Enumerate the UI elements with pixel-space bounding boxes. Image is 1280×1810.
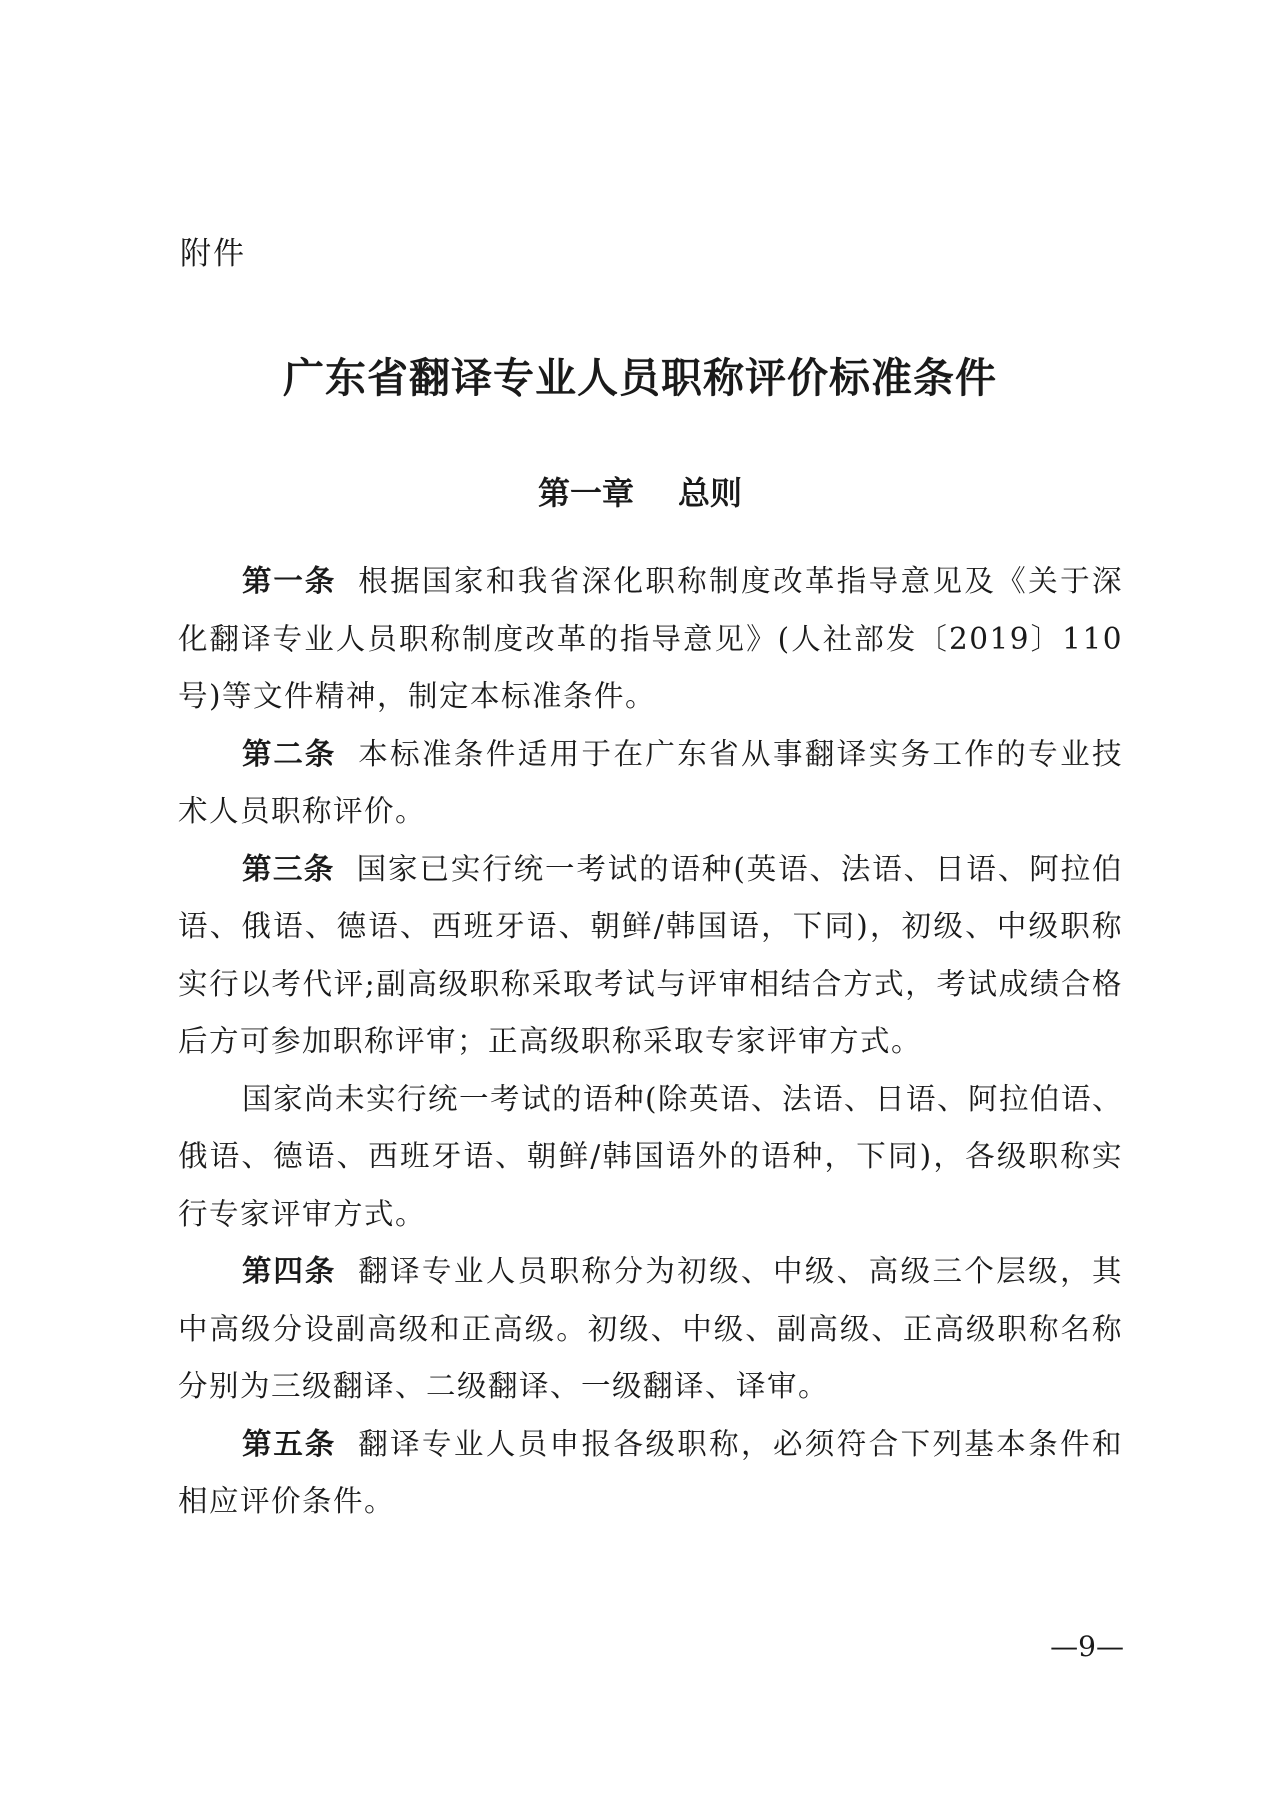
- article-paragraph: [178, 841, 1123, 1071]
- article-label: 第三条: [242, 851, 335, 886]
- article-text: 国家已实行统一考试的语种(英语、法语、日语、阿拉伯语、俄语、德语、西班牙语、朝鲜/韩国语，下同)，初级、中级职称实行以考代评;副高级职称采取考试与评审相结合方式，考试成绩合格后方可参加职称评审；正高级职称采取专家评审方式。: [178, 851, 1123, 1058]
- article-label: 第四条: [242, 1254, 337, 1288]
- article-text: 翻译专业人员职称分为初级、中级、高级三个层级，其中高级分设副高级和正高级。初级、中级、副高级、正高级职称名称分别为三级翻译、二级翻译、一级翻译、译审。: [178, 1254, 1123, 1403]
- article-text: 根据国家和我省深化职称制度改革指导意见及《关于深化翻译专业人员职称制度改革的指导意见》(人社部发〔2019〕110号)等文件精神，制定本标准条件。: [178, 564, 1123, 713]
- article-text: 国家尚未实行统一考试的语种(除英语、法语、日语、阿拉伯语、俄语、德语、西班牙语、朝鲜/韩国语外的语种，下同)，各级职称实行专家评审方式。: [178, 1081, 1124, 1231]
- article-text: 翻译专业人员申报各级职称，必须符合下列基本条件和相应评价条件。: [178, 1426, 1123, 1518]
- attachment-label: 附件: [180, 236, 246, 272]
- chapter-name: 总则: [678, 474, 743, 512]
- article-continuation-paragraph: [178, 1071, 1123, 1244]
- article-paragraph: [178, 553, 1123, 726]
- article-paragraph: [178, 1416, 1123, 1531]
- article-label: 第五条: [242, 1426, 337, 1461]
- article-label: 第一条: [242, 564, 337, 598]
- article-paragraph: [178, 726, 1123, 841]
- article-label: 第二条: [242, 736, 337, 771]
- document-title: 广东省翻译专业人员职称评价标准条件: [283, 354, 997, 402]
- chapter-number: 第一章: [537, 474, 634, 512]
- article-text: 本标准条件适用于在广东省从事翻译实务工作的专业技术人员职称评价。: [178, 736, 1123, 828]
- article-paragraph: [178, 1243, 1123, 1416]
- page-number: —9—: [1050, 1630, 1124, 1663]
- chapter-heading: [0, 468, 1280, 514]
- document-body: [178, 553, 1123, 1531]
